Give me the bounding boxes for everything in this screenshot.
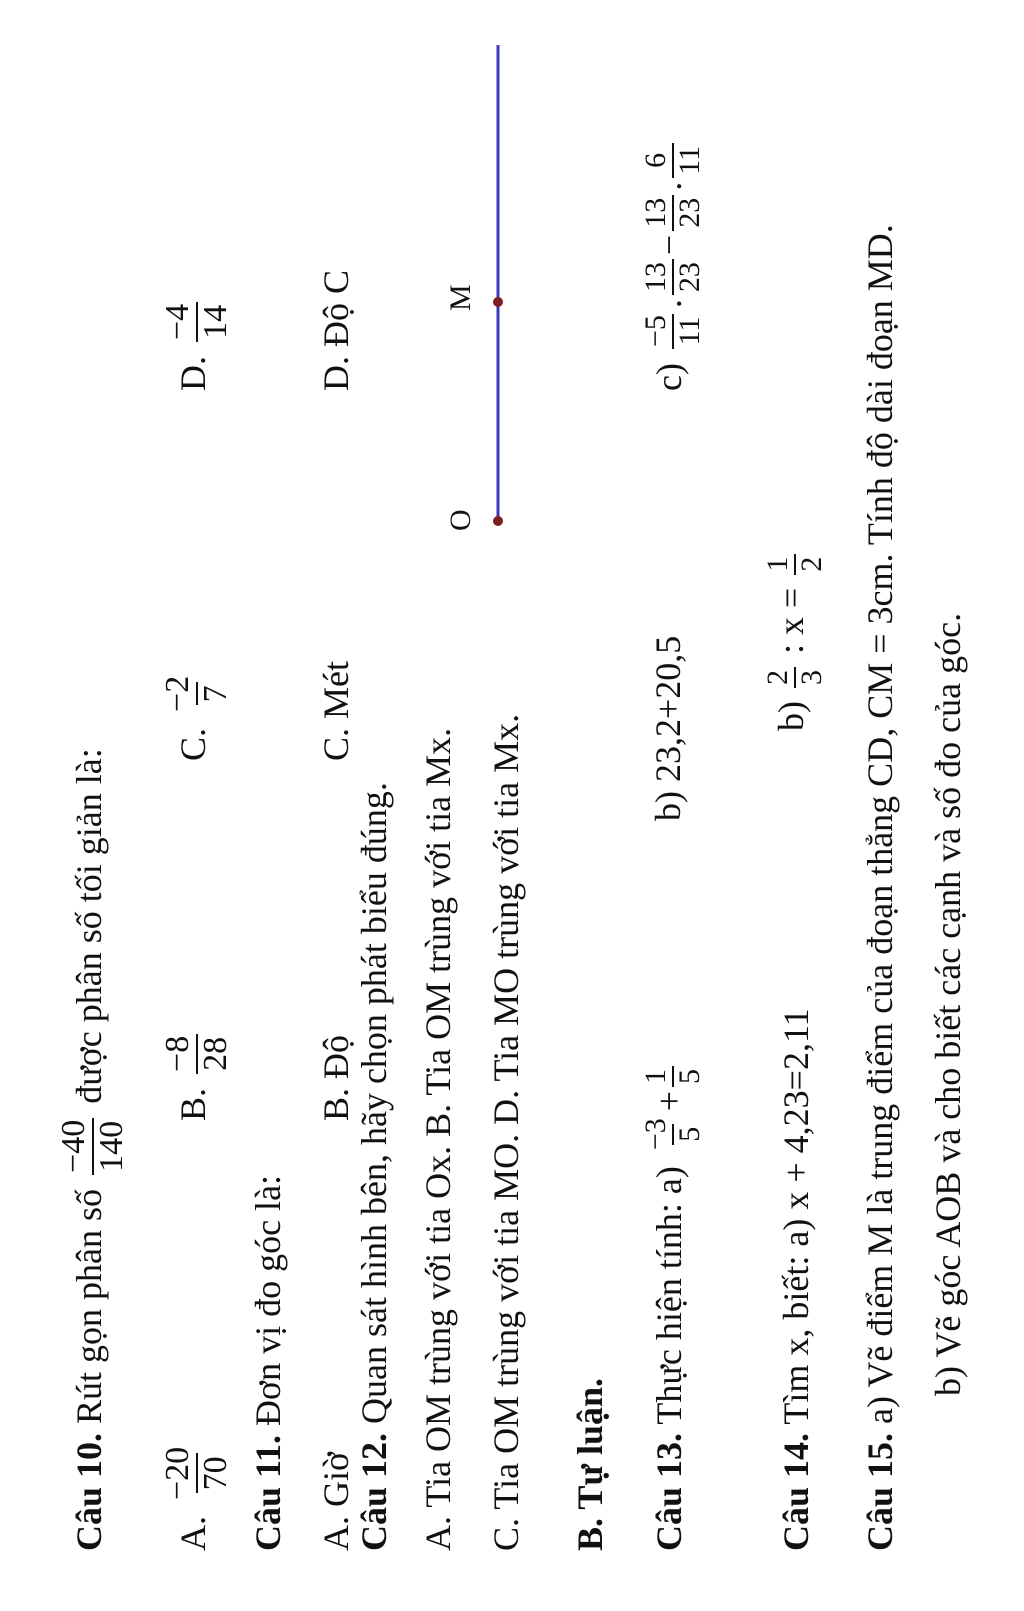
q10-label: Câu 10.: [68, 1432, 109, 1551]
ray-figure: [440, 41, 550, 561]
q14-b-label: b): [770, 701, 811, 731]
q10-option-d-letter: D.: [172, 356, 213, 391]
q14-text: Tìm x, biết: a) x + 4,23=2,11: [776, 1008, 816, 1425]
q14-b-rnum: 1: [761, 556, 794, 572]
q10-a-num: −20: [159, 1446, 196, 1500]
q13-c-f1-num: −5: [639, 315, 672, 348]
point-m-label: M: [444, 284, 477, 311]
q14-part-b: [762, 550, 827, 731]
point-m-dot: [493, 297, 503, 307]
q13-a-op: +: [648, 1090, 689, 1112]
q14-question: [778, 1008, 814, 1551]
point-o-dot: [493, 516, 503, 526]
point-o-label: O: [444, 509, 477, 531]
q10-c-den: 7: [196, 682, 234, 705]
q13-a-f1-den: 5: [672, 1124, 706, 1145]
q15-label: Câu 15.: [860, 1432, 900, 1551]
q14-b-mid: : x =: [770, 587, 811, 654]
q13-c-op2: −: [648, 234, 689, 256]
q15-b-text: b) Vẽ góc AOB và cho biết các cạnh và số đo của góc.: [928, 612, 968, 1396]
q11-label: Câu 11.: [248, 1434, 288, 1551]
q13-c-f2-den: 23: [672, 259, 706, 295]
q10-a-den: 70: [196, 1453, 234, 1493]
q13-a-label: a): [648, 1166, 689, 1195]
q12-question: [356, 782, 392, 1551]
q10-option-a: [160, 1440, 233, 1551]
q14-label: Câu 14.: [776, 1432, 816, 1551]
q10-c-num: −2: [159, 675, 196, 712]
q13-c-op3: .: [648, 181, 689, 191]
q13-c-f4-den: 11: [672, 143, 706, 178]
q12-line-2: C. Tia OM trùng với tia MO. D. Tia MO trùng với tia Mx.: [486, 713, 526, 1551]
q13-c-op1: .: [648, 299, 689, 309]
q13-text: Thực hiện tính:: [648, 1203, 689, 1425]
q11-option-c: C. Mét: [316, 660, 356, 761]
q10-d-den: 14: [196, 302, 234, 342]
q10-b-den: 28: [196, 1034, 234, 1074]
q13-c-f1-den: 11: [672, 314, 706, 349]
q14-b-den: 3: [794, 667, 828, 688]
q12-label: Câu 12.: [354, 1432, 394, 1551]
q12-line-1: A. Tia OM trùng với tia Ox. B. Tia OM trùng với tia Mx.: [418, 727, 458, 1551]
q10-option-c-letter: C.: [172, 727, 213, 761]
q10-text-before: Rút gọn phân số: [68, 1188, 109, 1424]
q11-option-d: D. Độ C: [316, 269, 356, 391]
q12-text: Quan sát hình bên, hãy chọn phát biểu đúng.: [354, 782, 394, 1424]
q13-c-f3-num: 13: [639, 197, 672, 228]
q13-label: Câu 13.: [648, 1432, 689, 1551]
section-b-title: B. Tự luận.: [570, 1377, 610, 1551]
q10-d-num: −4: [159, 303, 196, 340]
q11-option-a: A. Giờ: [316, 1451, 356, 1551]
q13-c-f4-num: 6: [639, 152, 672, 168]
q13-c-f3-den: 23: [672, 195, 706, 231]
q13-a-f1-num: −3: [639, 1118, 672, 1151]
q13-c-label: c): [648, 363, 689, 391]
q10-option-b-letter: B.: [172, 1087, 213, 1121]
q10-option-d: [160, 297, 233, 391]
q15-question: [862, 224, 898, 1551]
q13-a-f2-den: 5: [672, 1066, 706, 1087]
q10-option-c: [160, 669, 233, 761]
q10-option-b: [160, 1029, 233, 1121]
q13-part-c: [640, 139, 705, 391]
q15-a-text: a) Vẽ điểm M là trung điểm của đoạn thẳng CD, CM = 3cm. Tính độ dài đoạn MD.: [860, 224, 900, 1424]
q10-frac-den: 140: [92, 1118, 130, 1175]
q10-frac-num: −40: [55, 1119, 92, 1173]
q14-b-num: 2: [761, 670, 794, 685]
q13-part-b: b) 23,2+20,5: [648, 635, 688, 821]
q14-b-rden: 2: [794, 554, 828, 575]
q11-option-b: B. Độ: [316, 1034, 356, 1121]
q10-option-a-letter: A.: [172, 1516, 213, 1551]
q13-question: [640, 1062, 705, 1551]
q13-a-f2-num: 1: [639, 1068, 672, 1084]
q13-c-f2-num: 13: [639, 262, 672, 293]
q11-question: [250, 1175, 286, 1551]
q11-text: Đơn vị đo góc là:: [248, 1174, 288, 1426]
q10-question: [56, 748, 129, 1551]
q10-text-after: được phân số tối giản là:: [68, 748, 109, 1104]
q10-b-num: −8: [159, 1035, 196, 1072]
q10-fraction: [56, 1117, 129, 1176]
